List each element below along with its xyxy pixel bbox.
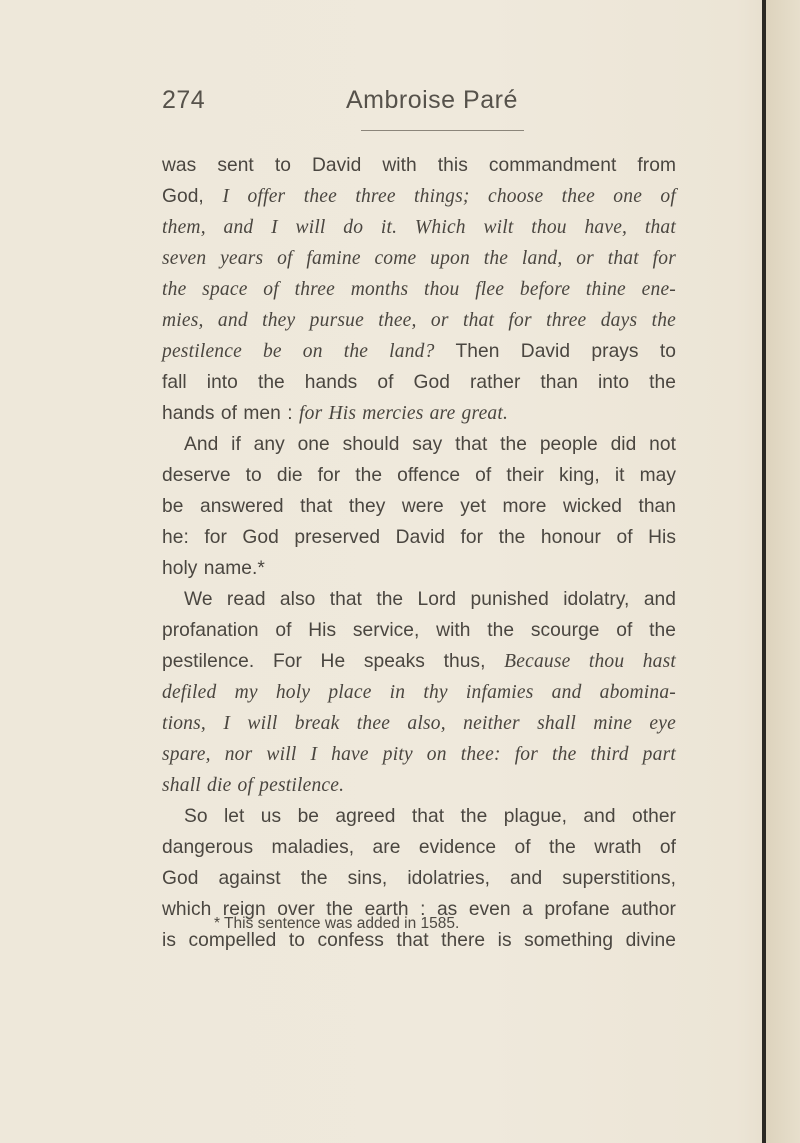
- body-text: [162, 150, 676, 956]
- text-segment: profanation of His service, with the scourge of the: [162, 620, 676, 641]
- text-line: [162, 677, 676, 708]
- italic-text-segment: mies, and they pursue thee, or that for three days the: [162, 310, 676, 331]
- text-line: [162, 367, 676, 398]
- running-title: Ambroise Paré: [346, 86, 518, 114]
- italic-text-segment: seven years of famine come upon the land, or that for: [162, 248, 676, 269]
- text-segment: which reign over the earth : as even a profane author: [162, 899, 676, 920]
- italic-text-segment: for His mercies are great.: [299, 403, 509, 424]
- text-line: [162, 863, 676, 894]
- italic-text-segment: tions, I will break thee also, neither shall mine eye: [162, 713, 676, 734]
- page-edge-line: [762, 0, 766, 1143]
- italic-text-segment: shall die of pestilence.: [162, 775, 345, 796]
- text-segment: So let us be agreed that the plague, and other: [184, 806, 676, 827]
- text-line: [162, 274, 676, 305]
- italic-text-segment: Because thou hast: [504, 651, 677, 672]
- text-segment: God against the sins, idolatries, and superstitions,: [162, 868, 676, 889]
- page-number: 274: [162, 86, 206, 114]
- text-segment: he: for God preserved David for the honour of His: [162, 527, 676, 548]
- text-line: [162, 553, 676, 584]
- text-segment: deserve to die for the offence of their king, it may: [162, 465, 676, 486]
- text-line: [162, 460, 676, 491]
- italic-text-segment: spare, nor will I have pity on thee: for the third part: [162, 744, 676, 765]
- text-line: [162, 522, 676, 553]
- text-segment: pestilence. For He speaks thus,: [162, 651, 505, 672]
- header-rule: [361, 130, 524, 131]
- text-segment: holy name.*: [162, 558, 265, 579]
- text-line: [162, 181, 676, 212]
- text-line: [162, 801, 676, 832]
- text-line: [162, 646, 676, 677]
- text-line: [162, 832, 676, 863]
- text-line: [162, 398, 676, 429]
- page-header: [162, 86, 542, 126]
- text-line: [162, 429, 676, 460]
- text-segment: is compelled to confess that there is something divine: [162, 930, 676, 951]
- text-line: [162, 150, 676, 181]
- italic-text-segment: defiled my holy place in thy infamies and abomina-: [162, 682, 676, 703]
- page-margin-shadow: [766, 0, 800, 1143]
- text-segment: hands of men :: [162, 403, 300, 424]
- text-segment: be answered that they were yet more wicked than: [162, 496, 676, 517]
- text-line: [162, 305, 676, 336]
- text-line: [162, 491, 676, 522]
- footnote: * This sentence was added in 1585.: [214, 915, 460, 932]
- text-line: [162, 739, 676, 770]
- text-line: [162, 615, 676, 646]
- text-line: [162, 770, 676, 801]
- text-segment: God,: [162, 186, 223, 207]
- italic-text-segment: the space of three months thou flee before thine ene-: [162, 279, 676, 300]
- italic-text-segment: I offer thee three things; choose thee one of: [222, 186, 676, 207]
- text-segment: Then David prays to: [434, 341, 676, 362]
- italic-text-segment: pestilence be on the land?: [162, 341, 435, 362]
- text-line: [162, 212, 676, 243]
- text-line: [162, 584, 676, 615]
- text-segment: And if any one should say that the people did not: [184, 434, 676, 455]
- text-segment: dangerous maladies, are evidence of the wrath of: [162, 837, 676, 858]
- text-line: [162, 243, 676, 274]
- text-segment: We read also that the Lord punished idolatry, and: [184, 589, 676, 610]
- text-line: [162, 336, 676, 367]
- italic-text-segment: them, and I will do it. Which wilt thou have, that: [162, 217, 676, 238]
- text-segment: fall into the hands of God rather than into the: [162, 372, 676, 393]
- text-segment: was sent to David with this commandment from: [162, 155, 676, 176]
- text-line: [162, 708, 676, 739]
